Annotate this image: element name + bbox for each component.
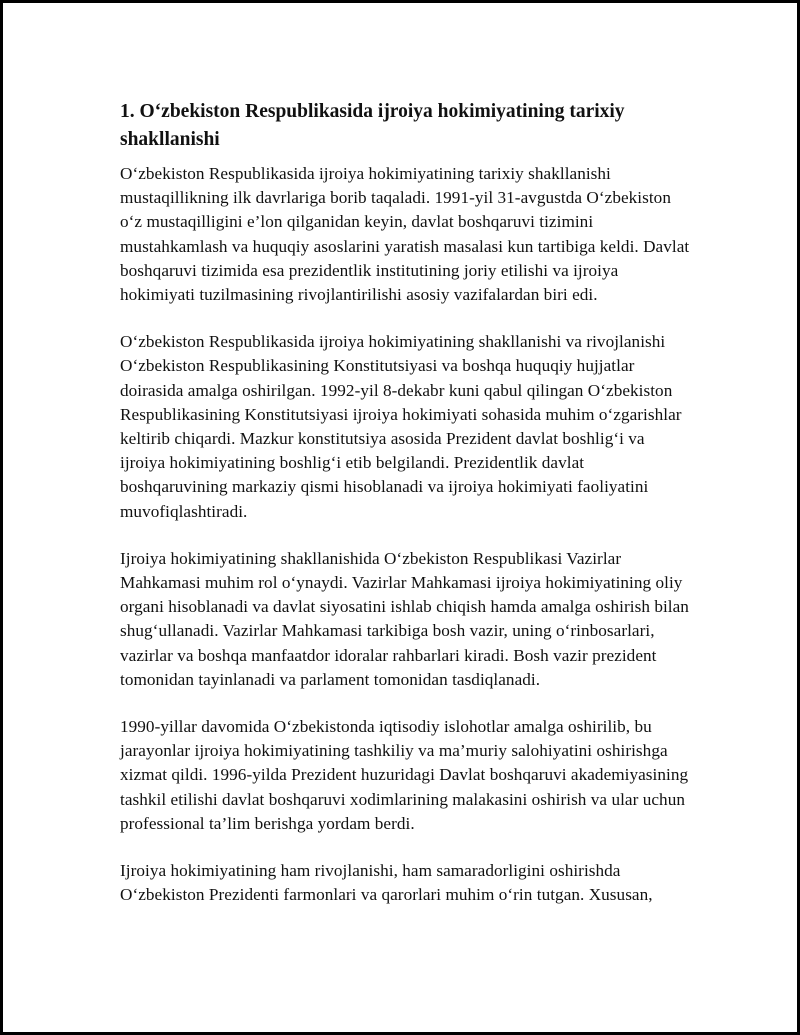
- section-heading: 1. O‘zbekiston Respublikasida ijroiya hokimiyatining tarixiy shakllanishi: [120, 101, 625, 150]
- paragraph-1: O‘zbekiston Respublikasida ijroiya hokimiyatining tarixiy shakllanishi mustaqillikning ilk davrlariga borib taqaladi. 1991-yil 31-avgustda O‘zbekiston o‘z mustaqilligini e’lon qilganidan keyin, davlat boshqaruvi tizimini mustahkamlash va huquqiy asoslarini yaratish masalasi kun tartibiga keldi. Davlat boshqaruvi tizimida esa prezidentlik institutining joriy etilishi va ijroiya hokimiyati tuzilmasining rivojlantirilishi asosiy vazifalardan biri edi.: [120, 164, 690, 305]
- paragraph-2: O‘zbekiston Respublikasida ijroiya hokimiyatining shakllanishi va rivojlanishi O‘zbekiston Respublikasining Konstitutsiyasi va boshqa huquqiy hujjatlar doirasida amalga oshirilgan. 1992-yil 8-dekabr kuni qabul qilingan O‘zbekiston Respublikasining Konstitutsiyasi ijroiya hokimiyati sohasida muhim o‘zgarishlar keltirib chiqardi. Mazkur konstitutsiya asosida Prezident davlat boshlig‘i va ijroiya hokimiyatining boshlig‘i etib belgilandi. Prezidentlik davlat boshqaruvining markaziy qismi hisoblanadi va ijroiya hokimiyati faoliyatini muvofiqlashtiradi.: [120, 332, 682, 521]
- document-body: [120, 98, 690, 930]
- paragraph-3: Ijroiya hokimiyatining shakllanishida O‘zbekiston Respublikasi Vazirlar Mahkamasi muhim rol o‘ynaydi. Vazirlar Mahkamasi ijroiya hokimiyatining oliy organi hisoblanadi va davlat siyosatini ishlab chiqish hamda amalga oshirish bilan shug‘ullanadi. Vazirlar Mahkamasi tarkibiga bosh vazir, uning o‘rinbosarlari, vazirlar va boshqa manfaatdor idoralar rahbarlari kiradi. Bosh vazir prezident tomonidan tayinlanadi va parlament tomonidan tasdiqlanadi.: [120, 548, 689, 689]
- paragraph-5: Ijroiya hokimiyatining ham rivojlanishi, ham samaradorligini oshirishda O‘zbekiston Prezidenti farmonlari va qarorlari muhim o‘rin tutgan. Xususan,: [120, 861, 653, 905]
- paragraph-4: 1990-yillar davomida O‘zbekistonda iqtisodiy islohotlar amalga oshirilib, bu jarayonlar ijroiya hokimiyatining tashkiliy va ma’muriy salohiyatini oshirishga xizmat qildi. 1996-yilda Prezident huzuridagi Davlat boshqaruvi akademiyasining tashkil etilishi davlat boshqaruvi xodimlarining malakasini oshirish va ular uchun professional ta’lim berishga yordam berdi.: [120, 717, 689, 833]
